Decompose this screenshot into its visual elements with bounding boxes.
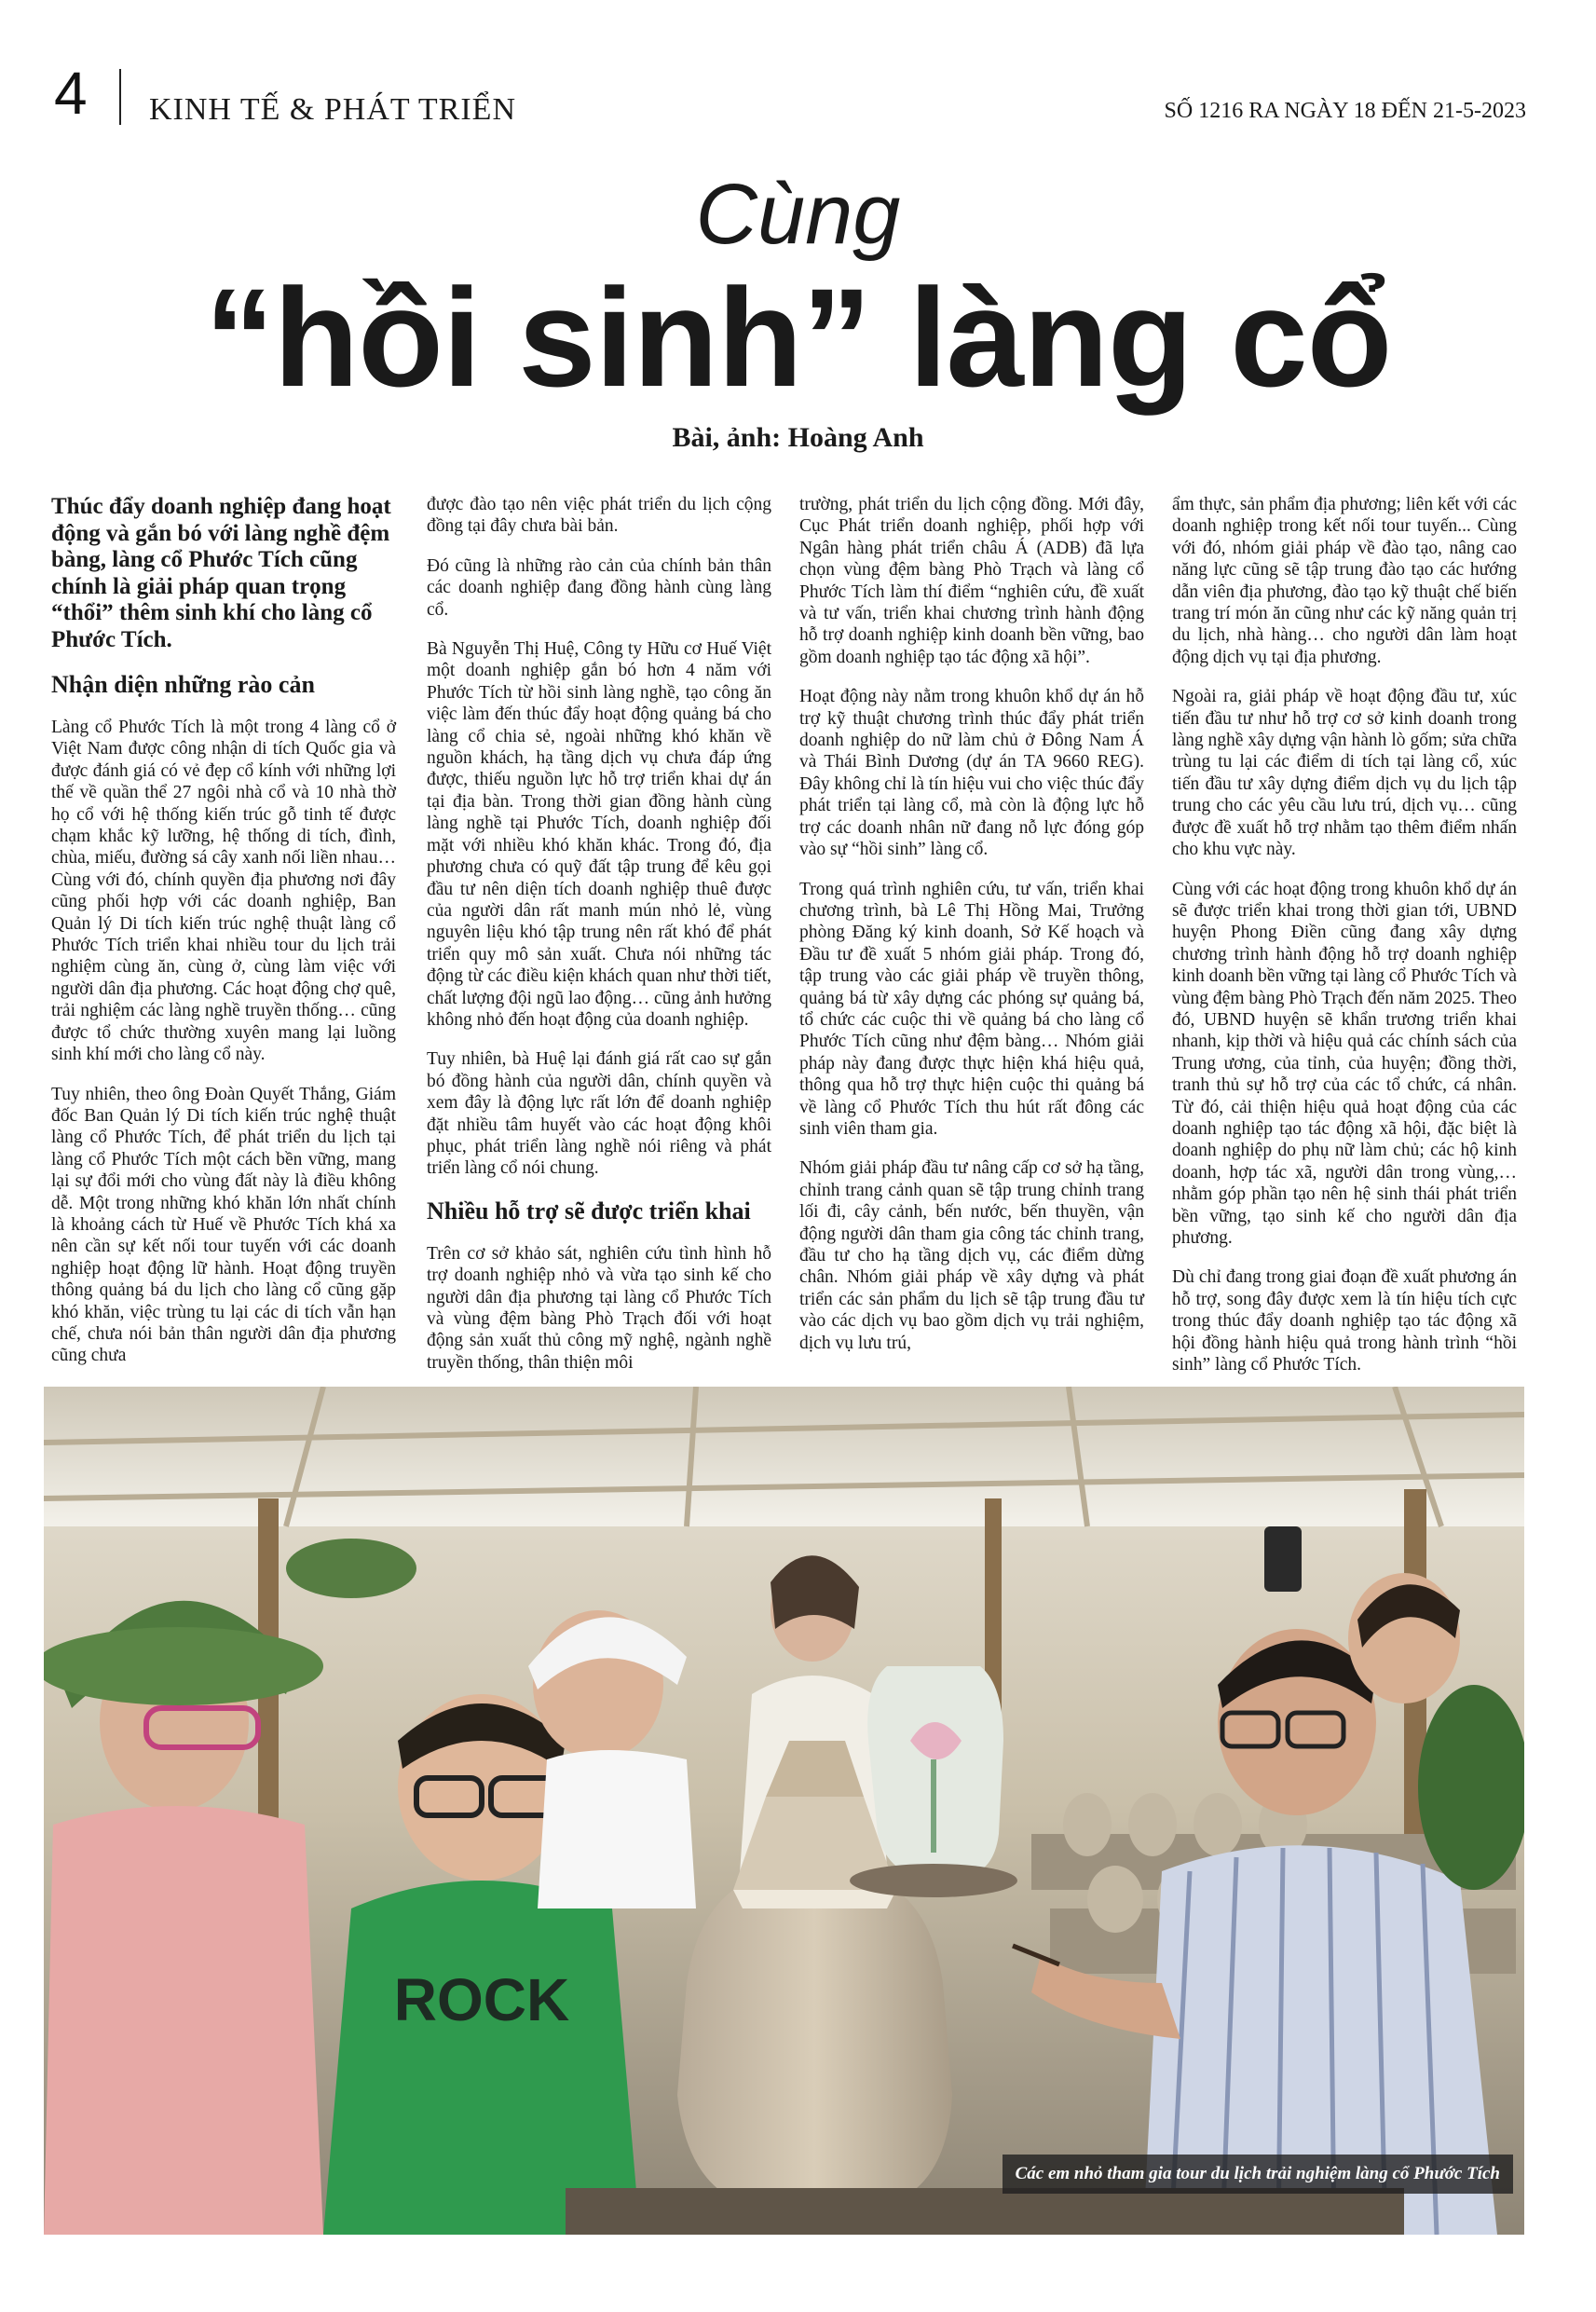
body-paragraph: Làng cổ Phước Tích là một trong 4 làng cổ ở Việt Nam được công nhận di tích Quốc gia và được đánh giá có vẻ đẹp cổ kính với những lợi thế về quần thể 27 ngôi nhà cổ và 10 nhà thờ họ cổ với hệ thống kiến trúc gỗ tinh tế được chạm khắc kỹ lưỡng, hệ thống di tích, đình, chùa, miếu, đường sá cây xanh nối liền nhau… Cùng với đó, chính quyền địa phương nơi đây cũng phối hợp với các doanh nghiệp, Ban Quản lý Di tích kiến trúc nghệ thuật làng cổ Phước Tích triển khai nhiều tour du lịch trải nghiệm cùng ăn, cùng ở, cùng làm việc với người dân địa phương. Các hoạt động chợ quê, trải nghiệm các làng nghề truyền thống… cũng được tổ chức thường xuyên mang lại luồng sinh khí mới cho làng cổ này. [51,718,396,1065]
page-header [0,0,1596,140]
body-paragraph: Hoạt động này nằm trong khuôn khổ dự án hỗ trợ kỹ thuật chương trình thúc đẩy phát triển doanh nghiệp do nữ làm chủ ở Đông Nam Á và Thái Bình Dương (dự án TA 9660 REG). Đây không chỉ là tín hiệu vui cho việc thúc đẩy phát triển tại làng cổ, mà còn là động lực hỗ trợ các doanh nhân nữ đang nỗ lực đóng góp vào sự “hồi sinh” làng cổ. [799,687,1144,860]
article-column-3 [799,494,1144,1372]
body-paragraph: Nhóm giải pháp đầu tư nâng cấp cơ sở hạ tầng, chỉnh trang cảnh quan sẽ tập trung chỉnh trang lối đi, cây cảnh, bến nước, bến thuyền, vận động người dân tham gia công tác chỉnh trang, đầu tư cho hạ tầng dịch vụ, các điểm dừng chân. Nhóm giải pháp về xây dựng và phát triển các sản phẩm du lịch sẽ tập trung đầu tư vào các dịch vụ bao gồm dịch vụ trải nghiệm, dịch vụ lưu trú, [799,1158,1144,1353]
body-paragraph: Bà Nguyễn Thị Huệ, Công ty Hữu cơ Huế Việt một doanh nghiệp gắn bó hơn 4 năm với Phước Tích từ hồi sinh làng nghề, tạo công ăn việc làm đến thúc đẩy hoạt động quảng bá cho làng cổ chia sẻ, ngoài những khó khăn về nguồn khách, hạ tầng dịch vụ chưa đáp ứng được, thiếu nguồn lực hỗ trợ triển khai dự án tại địa bàn. Trong thời gian đồng hành cùng làng nghề tại Phước Tích, doanh nghiệp đối mặt với nhiều khó khăn khác. Trong đó, địa phương chưa có quỹ đất tập trung để kêu gọi đầu tư nên diện tích doanh nghiệp thuê được của người dân rất manh mún nhỏ lẻ, vùng nguyên liệu khó tập trung nên rất khó để phát triển quy mô sản xuất. Chưa nói những tác động từ các điều kiện khách quan như thời tiết, chất lượng đội ngũ lao động… cũng ảnh hưởng không nhỏ đến hoạt động của doanh nghiệp. [427,639,771,1030]
headline-kicker: Cùng [695,167,901,262]
byline: Bài, ảnh: Hoàng Anh [672,422,924,453]
page-number: 4 [54,60,88,127]
body-paragraph: trường, phát triển du lịch cộng đồng. Mới đây, Cục Phát triển doanh nghiệp, phối hợp với Ngân hàng phát triển châu Á (ADB) đã lựa chọn vùng đệm bàng Phò Trạch và làng cổ Phước Tích làm thí điểm “nghiên cứu, đề xuất và tư vấn, triển khai chương trình hành động hỗ trợ doanh nghiệp kinh doanh bền vững, bao gồm doanh nghiệp tạo tác động xã hội”. [799,495,1144,667]
body-paragraph: Trên cơ sở khảo sát, nghiên cứu tình hình hỗ trợ doanh nghiệp nhỏ và vừa tạo sinh kế cho người dân địa phương tại làng cổ Phước Tích và vùng đệm bàng Phò Trạch đối với hoạt động sản xuất thủ công mỹ nghệ, ngành nghề truyền thống, thân thiện môi [427,1243,771,1373]
subheading-support: Nhiều hỗ trợ sẽ được triển khai [427,1197,751,1224]
body-paragraph: Đó cũng là những rào cản của chính bản thân các doanh nghiệp đang đồng hành cùng làng cổ. [427,555,771,620]
lead-paragraph: Thúc đẩy doanh nghiệp đang hoạt động và gắn bó với làng nghề đệm bàng, làng cổ Phước Tích cũng chính là giải pháp quan trọng “thổi” thêm sinh khí cho làng cổ Phước Tích. [51,494,391,652]
body-paragraph: ẩm thực, sản phẩm địa phương; liên kết với các doanh nghiệp trong kết nối tour tuyến... Cùng với đó, nhóm giải pháp về đào tạo, nâng cao năng lực cũng sẽ tập trung đào tạo các hướng dẫn viên địa phương, đào tạo kỹ thuật chế biến trang trí món ăn cũng như các kỹ năng quản trị du lịch, nhà hàng… cho người dân làm hoạt động dịch vụ tại địa phương. [1172,495,1517,667]
article-column-2 [427,494,771,1391]
article-column-1 [51,494,396,1385]
shirt-print: ROCK [393,1966,570,2033]
body-paragraph: được đào tạo nên việc phát triển du lịch cộng đồng tại đây chưa bài bản. [427,495,771,537]
body-paragraph: Cùng với các hoạt động trong khuôn khổ dự án sẽ được triển khai trong thời gian tới, UBND huyện Phong Điền cũng đang xây dựng chương trình hành động hỗ trợ doanh nghiệp kinh doanh bền vững tại làng cổ Phước Tích và vùng đệm bàng Phò Trạch đến năm 2025. Theo đó, UBND huyện sẽ khẩn trương triển khai nhanh, kịp thời và hiệu quả các chính sách của Trung ương, của tỉnh, của huyện; đồng thời, tranh thủ sự hỗ trợ của các tổ chức, cá nhân. Từ đó, cải thiện hiệu quả hoạt động của các doanh nghiệp tạo tác động xã hội, đặc biệt là doanh nghiệp do phụ nữ làm chủ; các hộ kinh doanh, hợp tác xã, người dân trong vùng,… nhằm góp phần tạo nên hệ sinh thái phát triển bền vững, tạo sinh kế cho người dân địa phương. [1172,879,1517,1248]
body-paragraph: Ngoài ra, giải pháp về hoạt động đầu tư, xúc tiến đầu tư như hỗ trợ cơ sở kinh doanh trong làng nghề xây dựng vận hành lò gốm; sửa chữa trùng tu lại các điểm di tích tại làng cổ, xúc tiến đầu tư xây dựng điểm dịch vụ du lịch tập trung cho các yêu cầu lưu trú, dịch vụ… cũng được đề xuất hỗ trợ nhằm tạo thêm điểm nhấn cho khu vực này. [1172,687,1517,860]
subheading-barriers: Nhận diện những rào cản [51,671,315,698]
photo-caption: Các em nhỏ tham gia tour du lịch trải nghiệm làng cổ Phước Tích [1003,2155,1513,2194]
body-paragraph: Tuy nhiên, theo ông Đoàn Quyết Thắng, Giám đốc Ban Quản lý Di tích kiến trúc nghệ thuật làng cổ Phước Tích, để phát triển du lịch tại làng cổ Phước Tích một cách bền vững, mang lại sự đổi mới cho vùng đất này là điều không dễ. Một trong những khó khăn lớn nhất chính là khoảng cách từ Huế về Phước Tích khá xa nên cần sự kết nối tour tuyến với các doanh nghiệp hoạt động lữ hành. Hoạt động truyền thông quảng bá du lịch cho làng cổ cũng gặp khó khăn, việc trùng tu lại các di tích vẫn hạn chế, chưa nói bản thân người dân địa phương cũng chưa [51,1084,396,1366]
header-divider [119,69,121,125]
section-title: KINH TẾ & PHÁT TRIỂN [149,92,516,127]
body-paragraph: Dù chỉ đang trong giai đoạn đề xuất phương án hỗ trợ, song đây được xem là tín hiệu tích cực trong thúc đẩy doanh nghiệp tạo tác động xã hội đồng hành hiệu quả trong hành trình “hồi sinh” làng cổ Phước Tích. [1172,1267,1517,1375]
body-paragraph: Tuy nhiên, bà Huệ lại đánh giá rất cao sự gắn bó đồng hành của người dân, chính quyền và xem đây là động lực rất lớn để doanh nghiệp đặt nhiều tâm huyết vào các hoạt động khôi phục, phát triển làng nghề nói riêng và phát triển làng cổ nói chung. [427,1049,771,1179]
headline: “hồi sinh” làng cổ [204,259,1392,416]
article-photo [44,1387,1524,2235]
photo-illustration [44,1387,1524,2235]
issue-info: SỐ 1216 RA NGÀY 18 ĐẾN 21-5-2023 [1164,99,1526,123]
article-column-4 [1172,494,1517,1393]
body-paragraph: Trong quá trình nghiên cứu, tư vấn, triển khai chương trình, bà Lê Thị Hồng Mai, Trưởng phòng Đăng ký kinh doanh, Sở Kế hoạch và Đầu tư đề xuất 5 nhóm giải pháp. Trong đó, tập trung vào các giải pháp về truyền thông, quảng bá từ xây dựng các phóng sự quảng bá, tổ chức các cuộc thi về quảng bá cho làng cổ Phước Tích cũng như đệm bàng… Nhóm giải pháp này đang được thực hiện khá hiệu quả, thông qua hỗ trợ thực hiện cuộc thi quảng bá về làng cổ Phước Tích thu hút rất đông các sinh viên tham gia. [799,879,1144,1139]
